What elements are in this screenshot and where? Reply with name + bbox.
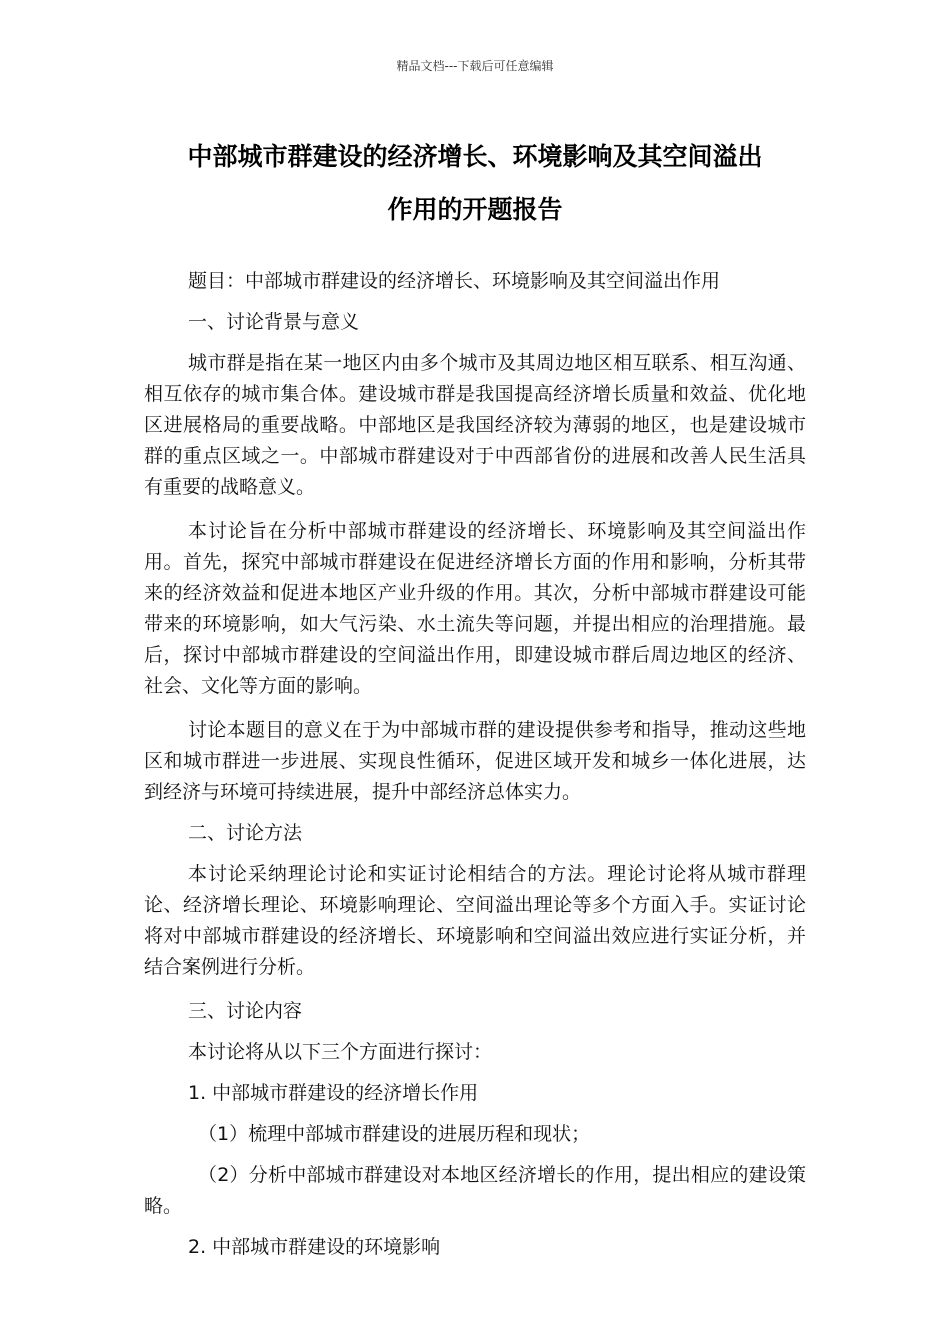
section-heading-methods: 二、讨论方法 [188,822,303,844]
paragraph-content-intro: 本讨论将从以下三个方面进行探讨： [188,1041,493,1063]
topic-line: 题目：中部城市群建设的经济增长、环境影响及其空间溢出作用 [188,270,721,292]
document-title-line-2: 作用的开题报告 [387,195,563,224]
list-item-economic-growth: 1. 中部城市群建设的经济增长作用 [188,1082,479,1104]
paragraph-methods: 本讨论采纳理论讨论和实证讨论相结合的方法。理论讨论将从城市群理论、经济增长理论、环境影响理论、空间溢出理论等多个方面入手。实证讨论将对中部城市群建设的经济增长、环境影响和空间溢出效应进行实证分析，并结合案例进行分析。 [144,863,806,978]
document-title-line-1: 中部城市群建设的经济增长、环境影响及其空间溢出 [187,142,763,171]
paragraph-city-cluster-definition: 城市群是指在某一地区内由多个城市及其周边地区相互联系、相互沟通、相互依存的城市集合体。建设城市群是我国提高经济增长质量和效益、优化地区进展格局的重要战略。中部地区是我国经济较为薄弱的地区，也是建设城市群的重点区域之一。中部城市群建设对于中西部省份的进展和改善人民生活具有重要的战略意义。 [144,352,806,498]
sub-item-growth-strategy: （2）分析中部城市群建设对本地区经济增长的作用，提出相应的建设策略。 [144,1164,806,1217]
running-header: 精品文档---下载后可任意编辑 [396,59,554,73]
list-item-environmental-impact: 2. 中部城市群建设的环境影响 [188,1236,441,1258]
sub-item-history-status: （1）梳理中部城市群建设的进展历程和现状； [198,1123,591,1145]
document-body [144,266,806,1263]
section-heading-content: 三、讨论内容 [188,1000,303,1022]
section-heading-background: 一、讨论背景与意义 [188,311,360,333]
paragraph-research-aim: 本讨论旨在分析中部城市群建设的经济增长、环境影响及其空间溢出作用。首先，探究中部城市群建设在促进经济增长方面的作用和影响，分析其带来的经济效益和促进本地区产业升级的作用。其次，分析中部城市群建设可能带来的环境影响，如大气污染、水土流失等问题，并提出相应的治理措施。最后，探讨中部城市群建设的空间溢出作用，即建设城市群后周边地区的经济、社会、文化等方面的影响。 [144,520,806,697]
paragraph-research-significance: 讨论本题目的意义在于为中部城市群的建设提供参考和指导，推动这些地区和城市群进一步进展、实现良性循环，促进区域开发和城乡一体化进展，达到经济与环境可持续进展，提升中部经济总体实力。 [144,719,806,803]
